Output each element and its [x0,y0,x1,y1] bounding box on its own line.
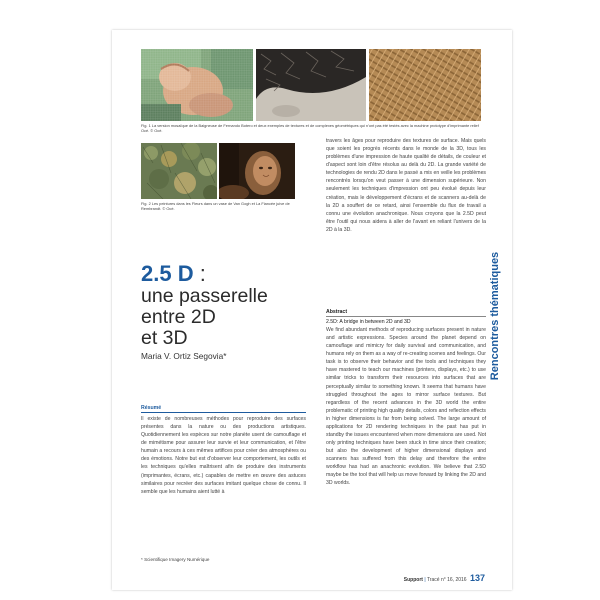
geometric-texture-image [256,49,366,121]
mosaic-bather-image [141,49,253,121]
page-number: 137 [469,573,485,583]
resume-heading: Résumé [141,405,306,413]
abstract-body: We find abundant methods of reproducing surfaces present in nature and artistic expressions. Species around the planet depend on camouflage and mimicry for daily survival and communication, and humans rely on them as a way of re-creating scenes and feelings. Our task is to observe their behavior and the tools and techniques they have mastered to teach our machines (printers, displays, etc.) to use similar tricks to transform their resources into surfaces that are perceptually similar to something known. It seems that humans have struggled throughout the ages to mirror surface textures. But regardless of the recent advances in the 3D world the entire problematic of printing high quality details, colors and reflection effects in higher dimensions is far from being solved. The large amount of applications for 2D rendering techniques in the past has put in standby the issues encountered when more dimensions are used. Not only printing techniques have been stuck in time since their creation; but also the development of higher dimensional displays and scanners has suffered from this delay and therefore the entire workflow has had an anachronic evolution. We believe that 2.5D maybe be the tool that will help us move forward by linking the 2D and 3D worlds. [326,327,486,487]
resume-body: Il existe de nombreuses méthodes pour reproduire des surfaces présentes dans la nature ou des productions artistiques. Quotidiennement les espèces sur notre planète usent de camouflage et de mimétisme pour assurer leur survie et leur communication, et l'être humain a recours à ces mêmes artifices pour créer des atmosphères ou des émotions. Notre but est d'observer leur comportement, les outils et les techniques qu'elles maîtrisent afin de produire des instruments (imprimantes, écrans, etc.) capables de mettre en œuvre des astuces similaires pour recréer des surfaces imitant quelque chose de connu. Il semble que les humains aient lutté à [141,416,306,495]
article-title [141,262,291,349]
figure-1-caption: Fig. 1 La version mosaïque de la Baigneuse de Fernando Botero et deux exemples de textures et de complexes géométriques qui n'ont pas été testés avec la machine prototype d'imprimante relief Océ. © Océ. [141,123,479,134]
page-footer [375,573,485,583]
section-side-label [480,216,510,416]
title-colon: : [199,261,206,286]
title-line-3: entre 2D [141,306,216,328]
section-side-label-text: Rencontres thématiques [489,251,501,381]
author-footnote: * Scientifique Imagery Numérique [141,557,210,562]
rembrandt-jewish-bride-image [219,143,295,199]
abstract-subtitle: 2.5D: A bridge in between 2D and 3D [326,319,411,325]
figure-2-caption: Fig. 2 Les peintures dans les Fleurs dans un vase de Van Gogh et La Fiancée juive de Rembrandt. © Océ. [141,201,290,212]
van-gogh-flowers-image [141,143,217,199]
woven-texture-image [369,49,481,121]
author-name: Maria V. Ortiz Segovia* [141,351,227,361]
abstract-heading: Abstract [326,309,486,317]
right-column-body: travers les âges pour reproduire des textures de surface. Mais quels que soient les progrès récents dans le monde de la 3D, tous les problèmes d'une impression de haute qualité de détails, de couleur et d'aspect sont loin d'être résolus au delà du 2D. La grande variété de technologies de rendu 2D dans le passé a mis en veille les problèmes rencontrés lorsqu'on veut passer à une dimension supérieure. Non seulement les techniques d'impression ont peu évolué depuis leur création, mais le développement d'écrans et de scanners au-delà de la 2D a souffert de ce retard, ainsi l'ensemble du flux de travail a connu une évolution anachronique. Nous croyons que la 2.5D peut être l'outil qui nous aidera à aller de l'avant en reliant l'univers de la 2D à la 3D. [326,138,486,233]
title-highlight: 2.5 D [141,261,194,286]
title-line-4: et 3D [141,327,188,349]
footer-journal: Tracé n° 16, 2016 [426,577,467,583]
footer-separator: | [424,577,426,583]
footer-brand: Support [403,577,423,583]
title-line-2: une passerelle [141,285,268,307]
